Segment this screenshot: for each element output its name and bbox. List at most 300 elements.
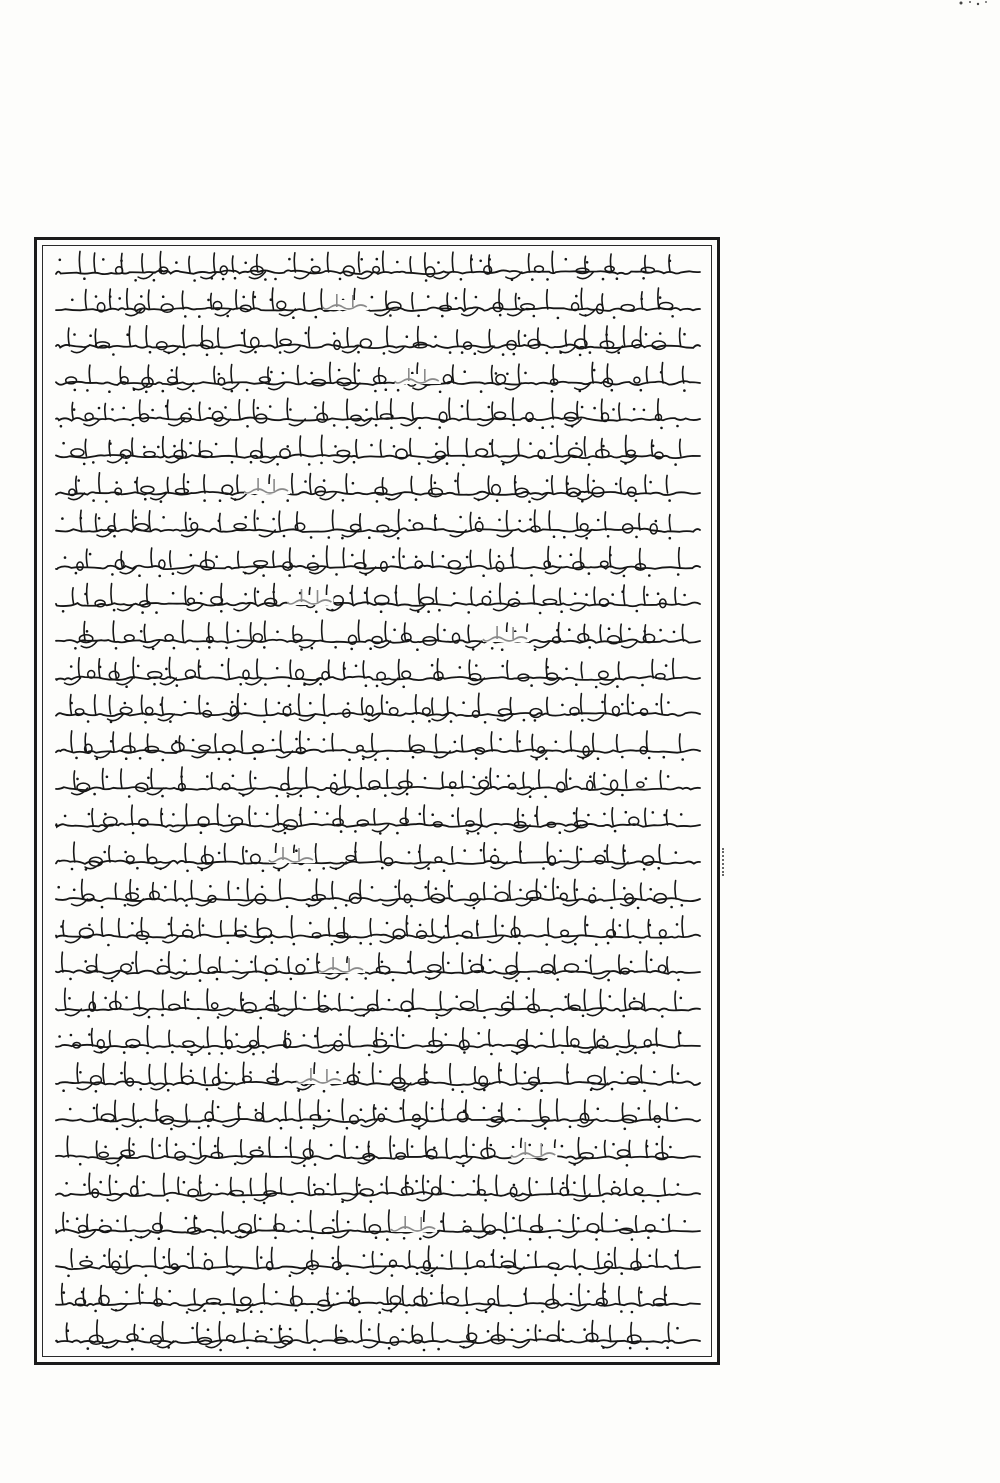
script-dot: [220, 610, 223, 613]
script-stroke: [204, 1067, 205, 1083]
script-dot: [643, 409, 646, 412]
script-stroke: [407, 1139, 408, 1157]
script-dot: [490, 1053, 493, 1056]
script-dot: [252, 1053, 255, 1056]
script-dot: [264, 278, 267, 281]
script-stroke: [75, 709, 83, 714]
script-dot: [263, 646, 266, 649]
script-stroke: [201, 560, 215, 570]
script-dot: [334, 445, 337, 448]
script-dot: [289, 409, 292, 412]
script-stroke: [452, 847, 453, 862]
script-stroke: [476, 449, 488, 456]
script-dot: [96, 758, 99, 761]
script-dot: [242, 295, 245, 298]
script-dot: [473, 1180, 476, 1183]
script-dot: [357, 369, 360, 372]
script-dot: [313, 1127, 316, 1130]
script-stroke: [254, 561, 268, 566]
script-dot: [456, 942, 459, 945]
script-dot: [603, 774, 606, 777]
script-dot: [577, 1216, 580, 1219]
script-stroke: [157, 342, 167, 350]
script-dot: [519, 888, 522, 891]
script-stroke: [595, 855, 605, 863]
script-dot: [675, 851, 678, 854]
script-stroke: [356, 440, 357, 456]
script-dot: [402, 555, 405, 558]
script-dot: [100, 1051, 103, 1054]
script-dot: [463, 849, 466, 852]
script-dot: [676, 425, 679, 428]
script-stroke: [391, 399, 392, 419]
script-dot: [676, 1327, 679, 1330]
script-stroke: [580, 548, 581, 567]
script-dot: [560, 610, 563, 613]
script-stroke: [384, 858, 392, 866]
script-dot: [64, 556, 67, 559]
script-dot: [144, 498, 147, 501]
script-stroke: [167, 1137, 168, 1157]
script-dot: [681, 758, 684, 761]
script-dot: [311, 1236, 314, 1239]
script-stroke: [644, 994, 645, 1010]
script-dot: [112, 353, 115, 356]
script-stroke: [412, 403, 413, 419]
script-dot: [215, 555, 218, 558]
script-dot: [276, 795, 279, 798]
script-stroke: [214, 366, 215, 383]
script-dot: [504, 719, 507, 722]
script-stroke: [133, 657, 134, 678]
script-dot: [621, 703, 624, 706]
script-dot: [160, 704, 163, 707]
script-stroke: [517, 731, 518, 751]
script-stroke: [658, 399, 659, 419]
script-stroke: [605, 512, 606, 530]
script-dot: [540, 1032, 543, 1035]
script-stroke: [385, 621, 386, 641]
script-dot: [196, 647, 199, 650]
script-dot: [258, 1146, 261, 1149]
script-stroke: [311, 1251, 312, 1268]
script-stroke: [496, 1175, 497, 1194]
script-dot: [295, 738, 298, 741]
script-line: [48, 1243, 708, 1279]
script-dot: [364, 591, 367, 594]
script-stroke: [56, 1266, 700, 1270]
script-stroke: [383, 251, 384, 272]
script-dot: [200, 592, 203, 595]
script-dot: [518, 1108, 521, 1111]
script-stroke: [462, 954, 463, 973]
script-stroke: [584, 624, 585, 641]
script-dot: [87, 721, 90, 724]
script-stroke: [659, 845, 660, 862]
script-dot: [263, 721, 266, 724]
script-stroke: [250, 771, 251, 788]
script-stroke: [387, 1288, 388, 1304]
script-stroke: [372, 734, 373, 751]
script-stroke: [200, 1137, 201, 1157]
script-stroke: [274, 583, 275, 603]
script-dot: [143, 446, 146, 449]
script-dot: [214, 1236, 217, 1239]
script-dot: [369, 647, 372, 650]
script-dot: [516, 1052, 519, 1055]
script-stroke: [553, 1285, 554, 1305]
script-dot: [470, 258, 473, 261]
script-dot: [449, 351, 452, 354]
script-stroke: [481, 955, 482, 972]
script-dot: [568, 628, 571, 631]
script-dot: [424, 886, 427, 889]
script-stroke: [594, 587, 595, 604]
script-dot: [648, 757, 651, 760]
script-dot: [285, 1146, 288, 1149]
script-dot: [345, 904, 348, 907]
script-stroke: [89, 1173, 90, 1194]
script-stroke: [56, 639, 700, 642]
script-dot: [490, 1143, 493, 1146]
script-stroke: [450, 782, 456, 787]
script-dot: [183, 960, 186, 963]
script-stroke: [457, 330, 458, 346]
script-dot: [313, 1183, 316, 1186]
script-dot: [623, 887, 626, 890]
script-dot: [276, 463, 279, 466]
script-dot: [137, 664, 140, 667]
script-dot: [231, 701, 234, 704]
script-stroke: [239, 400, 240, 419]
script-stroke: [82, 879, 83, 899]
script-dot: [451, 794, 454, 797]
script-stroke: [347, 328, 348, 346]
script-stroke: [83, 1288, 84, 1304]
script-stroke: [185, 512, 186, 530]
script-dot: [84, 592, 87, 595]
script-stroke: [219, 957, 220, 972]
script-stroke: [448, 915, 449, 935]
script-dot: [441, 1292, 444, 1295]
script-stroke: [156, 1288, 157, 1304]
script-dot: [141, 611, 144, 614]
script-dot: [98, 407, 101, 410]
script-dot: [168, 351, 171, 354]
script-dot: [386, 921, 389, 924]
script-dot: [474, 352, 477, 355]
script-stroke: [637, 782, 644, 787]
script-dot: [434, 335, 437, 338]
script-dot: [153, 682, 156, 685]
script-dot: [239, 683, 242, 686]
script-dot: [371, 296, 374, 299]
script-stroke: [321, 436, 322, 457]
script-dot: [434, 482, 437, 485]
script-stroke: [581, 662, 582, 678]
script-dot: [427, 610, 430, 613]
script-dot: [257, 590, 260, 593]
script-stroke: [599, 671, 608, 678]
script-dot: [512, 1216, 515, 1219]
script-stroke: [515, 293, 516, 309]
script-stroke: [490, 768, 491, 788]
script-stroke: [130, 879, 131, 898]
script-stroke: [499, 709, 512, 715]
script-stroke: [492, 365, 493, 383]
script-dot: [561, 704, 564, 707]
script-dot: [283, 1015, 286, 1018]
script-stroke: [667, 1103, 668, 1120]
script-dot: [364, 978, 367, 981]
script-stroke: [178, 1177, 179, 1194]
script-stroke: [661, 694, 662, 714]
script-stroke: [151, 1336, 162, 1345]
script-stroke: [151, 548, 152, 567]
script-stroke: [431, 475, 432, 493]
script-stroke: [458, 808, 459, 825]
script-dot: [125, 997, 128, 1000]
script-dot: [570, 553, 573, 556]
script-dot: [99, 665, 102, 668]
script-stroke: [423, 1175, 424, 1194]
script-line: [48, 1170, 708, 1206]
script-stroke: [488, 476, 489, 493]
script-dot: [314, 407, 317, 410]
script-dot: [186, 923, 189, 926]
script-dot: [218, 851, 221, 854]
script-stroke: [141, 486, 154, 493]
script-dot: [427, 1180, 430, 1183]
script-dot: [441, 1108, 444, 1111]
script-dot: [621, 756, 624, 759]
script-dot: [186, 1311, 189, 1314]
script-stroke: [533, 989, 534, 1009]
script-stroke: [471, 255, 472, 272]
script-dot: [482, 574, 485, 577]
script-stroke: [99, 658, 100, 677]
script-stroke: [257, 1247, 258, 1267]
script-stroke: [346, 474, 347, 493]
script-dot: [288, 574, 291, 577]
script-dot: [501, 1256, 504, 1259]
script-stroke: [327, 546, 328, 567]
script-dot: [59, 259, 62, 262]
script-dot: [151, 409, 154, 412]
script-dot: [680, 813, 683, 816]
script-stroke: [290, 548, 291, 567]
script-dot: [428, 720, 431, 723]
script-stroke: [389, 1210, 390, 1231]
script-dot: [379, 1070, 382, 1073]
script-stroke: [400, 1065, 401, 1084]
script-dot: [362, 758, 365, 761]
script-dot: [208, 646, 211, 649]
script-stroke: [280, 879, 281, 899]
script-dot: [336, 1071, 339, 1074]
script-dot: [386, 758, 389, 761]
script-dot: [640, 297, 643, 300]
script-stroke: [320, 493, 336, 500]
script-stroke: [367, 587, 368, 603]
script-stroke: [386, 291, 387, 309]
script-stroke: [255, 1214, 256, 1230]
script-dot: [164, 886, 167, 889]
script-stroke: [186, 1104, 187, 1120]
script-dot: [575, 683, 578, 686]
script-stroke: [311, 267, 320, 273]
script-dot: [332, 1257, 335, 1260]
script-dot: [244, 516, 247, 519]
script-dot: [288, 258, 291, 261]
script-stroke: [284, 346, 300, 353]
script-dot: [544, 1127, 547, 1130]
script-stroke: [581, 288, 582, 309]
script-dot: [636, 609, 639, 612]
script-stroke: [322, 620, 323, 641]
script-dot: [367, 1145, 370, 1148]
script-line: [48, 469, 708, 505]
script-dot: [673, 630, 676, 633]
script-stroke: [199, 403, 200, 420]
script-dot: [235, 960, 238, 963]
script-stroke: [296, 965, 305, 973]
script-dot: [327, 1182, 330, 1185]
script-stroke: [214, 253, 215, 272]
script-stroke: [428, 881, 429, 899]
script-dot: [68, 997, 71, 1000]
script-stroke: [410, 439, 411, 457]
script-dot: [607, 535, 610, 538]
script-dot: [60, 425, 63, 428]
script-stroke: [133, 1104, 134, 1120]
script-stroke: [251, 337, 259, 347]
script-dot: [207, 298, 210, 301]
script-dot: [524, 1071, 527, 1074]
script-stroke: [561, 930, 569, 936]
script-dot: [551, 426, 554, 429]
script-dot: [443, 869, 446, 872]
script-dot: [323, 479, 326, 482]
script-dot: [529, 1237, 532, 1240]
script-stroke: [149, 1065, 150, 1084]
script-dot: [61, 517, 64, 520]
script-stroke: [154, 1299, 162, 1306]
script-dot: [313, 1348, 316, 1351]
script-stroke: [169, 1249, 170, 1267]
script-stroke: [139, 1284, 140, 1304]
script-stroke: [432, 552, 433, 567]
script-dot: [514, 481, 517, 484]
script-dot: [348, 1290, 351, 1293]
script-dot: [136, 888, 139, 891]
script-stroke: [669, 515, 670, 530]
script-stroke: [115, 560, 124, 570]
script-dot: [593, 887, 596, 890]
script-dot: [66, 1219, 69, 1222]
script-dot: [634, 1052, 637, 1055]
script-dot: [649, 1255, 652, 1258]
script-dot: [388, 1347, 391, 1350]
script-stroke: [330, 362, 331, 383]
script-stroke: [585, 1100, 586, 1120]
script-dot: [588, 463, 591, 466]
script-dot: [620, 1310, 623, 1313]
script-stroke: [222, 1212, 223, 1231]
script-dot: [276, 667, 279, 670]
script-dot: [308, 463, 311, 466]
script-dot: [383, 352, 386, 355]
script-stroke: [264, 621, 265, 641]
script-stroke: [553, 364, 554, 382]
script-stroke: [539, 1214, 540, 1230]
script-dot: [500, 1069, 503, 1072]
script-dot: [424, 777, 427, 780]
script-dot: [613, 1180, 616, 1183]
script-stroke: [484, 843, 485, 862]
script-stroke: [424, 805, 425, 825]
script-dot: [222, 278, 225, 281]
script-dot: [109, 295, 112, 298]
script-dot: [566, 482, 569, 485]
script-dot: [464, 1273, 467, 1276]
script-stroke: [353, 1063, 354, 1083]
script-dot: [63, 1292, 66, 1295]
script-stroke: [115, 883, 116, 899]
script-dot: [559, 831, 562, 834]
script-stroke: [639, 1288, 640, 1305]
script-dot: [216, 978, 219, 981]
script-dot: [94, 1310, 97, 1313]
script-dot: [559, 849, 562, 852]
script-dot: [614, 830, 617, 833]
script-stroke: [253, 292, 254, 309]
script-stroke: [493, 1250, 494, 1267]
script-dot: [307, 738, 310, 741]
script-stroke: [199, 746, 210, 751]
script-stroke: [548, 918, 549, 936]
script-dot: [657, 1200, 660, 1203]
script-line: [48, 617, 708, 653]
script-stroke: [540, 1100, 541, 1120]
script-stroke: [594, 1029, 595, 1046]
script-dot: [140, 630, 143, 633]
script-stroke: [243, 1003, 256, 1013]
script-stroke: [363, 660, 364, 677]
script-stroke: [121, 769, 122, 788]
script-stroke: [84, 621, 85, 640]
script-stroke: [552, 476, 553, 493]
script-dot: [542, 867, 545, 870]
script-stroke: [680, 440, 681, 457]
script-stroke: [290, 660, 291, 678]
script-dot: [408, 1015, 411, 1018]
script-dot: [358, 1311, 361, 1314]
script-dot: [623, 849, 626, 852]
script-dot: [469, 960, 472, 963]
script-dot: [607, 1253, 610, 1256]
script-dot: [650, 959, 653, 962]
script-stroke: [437, 658, 438, 677]
script-stroke: [449, 880, 450, 898]
script-dot: [642, 277, 645, 280]
script-stroke: [594, 773, 595, 788]
script-dot: [65, 1182, 68, 1185]
script-stroke: [213, 412, 223, 422]
script-stroke: [679, 548, 680, 567]
script-dot: [216, 1183, 219, 1186]
script-stroke: [87, 583, 88, 604]
